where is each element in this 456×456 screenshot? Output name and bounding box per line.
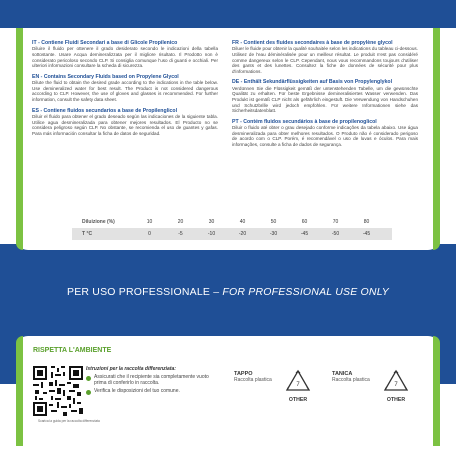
section-title: Contém fluidos secundários à base de propilenoglicol: [243, 118, 377, 125]
temperature-row: [72, 228, 392, 240]
table-cell: 0: [148, 231, 151, 237]
package-tanica: [332, 371, 370, 383]
section-pt: PT - Contém fluidos secundários à base de propilenoglicol Diluir o fluido até obter o grau desejado conforme indicações da tabela abaixo. Use água desmineralizada para obter melhores resultados. O Produto não é considerado perigoso de acordo com o CLP. Porém, é recomendável o uso de luvas e óculos. Para mais informações, consulte a ficha de dados de segurança.: [232, 118, 418, 147]
section-title: Contiene fluidos secundarios a base de Propilenglicol: [43, 107, 178, 114]
table-cell: 10: [146, 219, 153, 225]
list-item: [86, 375, 214, 387]
dilution-label: Diluizione (%): [82, 219, 115, 225]
table-cell: 50: [270, 219, 277, 225]
professional-en: FOR PROFESSIONAL USE ONLY: [222, 286, 389, 298]
top-blue-band: [0, 0, 456, 28]
green-stripe-left: [16, 28, 23, 250]
lang-code: PT: [232, 118, 239, 125]
package-material: Raccolta plastica: [332, 377, 370, 383]
recycle-label: OTHER: [386, 397, 406, 403]
language-column-left: [32, 40, 218, 141]
recycle-triangle-icon: [383, 369, 409, 393]
temperature-label: T °C: [82, 231, 93, 237]
green-stripe-right-bottom: [433, 336, 440, 446]
instruction-text: Verifica le disposizioni del tuo comune.: [94, 388, 180, 394]
recycle-code: 7: [296, 382, 300, 388]
lang-code: IT: [32, 40, 37, 46]
qr-code[interactable]: [33, 366, 83, 416]
package-tappo: [234, 371, 272, 383]
table-cell: 70: [332, 219, 339, 225]
table-cell: 80: [363, 219, 370, 225]
table-cell: 60: [301, 219, 308, 225]
section-title: Enthält Sekundärflüssigkeiten auf Basis von Propylenglykol: [243, 79, 393, 86]
green-stripe-right: [433, 28, 440, 250]
lang-code: DE: [232, 79, 240, 86]
green-stripe-left-bottom: [16, 336, 23, 446]
recycle-symbol-tappo: [283, 369, 313, 403]
recycling-instructions: [86, 366, 214, 397]
dilution-table: [72, 216, 392, 240]
section-text: Diluir el fluido para obtener el grado deseado según las indicaciones de la siguiente tabla. Utilice agua desmineralizada para obtener mejores resultados. El Producto no se considera peligroso según CLP. No obstante, se recomienda el uso de guantes y gafas. Para más información consultar la ficha de datos de seguridad.: [32, 113, 218, 136]
section-text: Verdünnen Sie die Flüssigkeit gemäß der untenstehenden Tabelle, um die gewünschte Qualität zu erhalten. Für beste Ergebnisse demineralisiertes Wasser verwenden. Das Produkt ist gemäß CLP nicht als gefährlich eingestuft. Die Verwendung von Handschuhen und Schutzbrille wird jedoch empfohlen. Für weitere Informationen siehe das Sicherheitsdatenblatt.: [232, 85, 418, 114]
section-title: Contient des fluides secondaires à base de propylène glycol: [243, 40, 393, 46]
table-cell: -20: [238, 231, 247, 237]
section-text: Dilute the fluid to obtain the desired grade according to the indications in the table below. Use demineralized water for best result. The Product is not considered dangerous according to CLP. However, the use of gloves and glasses is recommended. For further information, consult the safety data sheet.: [32, 80, 218, 102]
professional-use-text: [0, 286, 456, 298]
table-cell: -5: [178, 231, 183, 237]
environment-title: RISPETTA L'AMBIENTE: [33, 347, 112, 354]
recycle-label: OTHER: [288, 397, 308, 403]
dilution-percent-row: [72, 216, 392, 228]
check-bullet-icon: [86, 390, 91, 395]
lang-code: EN: [32, 73, 40, 80]
list-item: [86, 389, 214, 395]
lang-code: FR: [232, 40, 239, 46]
section-title: Contiene Fluidi Secondari a base di Glicole Propilenico: [41, 40, 178, 46]
table-cell: 30: [208, 219, 215, 225]
instructions-title: Istruzioni per la raccolta differenziata:: [86, 366, 176, 372]
package-material: Raccolta plastica: [234, 377, 272, 383]
recycle-triangle-icon: [285, 369, 311, 393]
instruction-text: Assicurati che il recipiente sia completamente vuoto prima di conferirlo in raccolta.: [94, 374, 209, 387]
recycle-code: 7: [394, 382, 398, 388]
recycle-symbol-tanica: [381, 369, 411, 403]
table-cell: -30: [269, 231, 278, 237]
table-cell: 20: [177, 219, 184, 225]
section-es: ES - Contiene fluidos secundarios a base de Propilenglicol Diluir el fluido para obtener el grado deseado según las indicaciones de la siguiente tabla. Utilice agua desmineralizada para obtener mejores resultados. El Producto no se considera peligroso según CLP. No obstante, se recomienda el uso de guantes y gafas. Para más información consultar la ficha de datos de seguridad.: [32, 107, 218, 136]
package-name: TAPPO: [234, 371, 253, 377]
section-text: Diluir o fluido até obter o grau desejado conforme indicações da tabela abaixo. Use água desmineralizada para obter melhores resultados. O Produto não é considerado perigoso de acordo com o CLP. Porém, é recomendável o uso de luvas e óculos. Para mais informações, consulte a ficha de dados de segurança.: [232, 125, 418, 147]
table-cell: -50: [331, 231, 340, 237]
section-it: IT - Contiene Fluidi Secondari a base di Glicole Propilenico Diluire il fluido per ottenere il grado desiderato secondo le indicazioni della tabella sottostante. Usare Acqua demineralizzata per il migliore risultato. Il Prodotto non è considerato pericoloso secondo CLP. Si consiglia comunque l'uso di guanti e occhiali. Per ulteriori informazioni consultare la scheda di sicurezza.: [32, 40, 218, 69]
qr-caption: Scarica la guida per la raccolta differenziata: [38, 419, 100, 423]
section-fr: FR - Contient des fluides secondaires à base de propylène glycol Diluer le fluide pour obtenir la qualité souhaitée selon les indications du tableau ci-dessous. Utilisez de l'eau déminéralisée pour un meilleur résultat. Le produit n'est pas considéré comme dangereux selon le CLP. Cependant, nous vous recommandons toujours d'utiliser des gants et des lunettes. Consultez la fiche de données de sécurité pour plus d'informations.: [232, 40, 418, 74]
table-cell: -45: [300, 231, 309, 237]
professional-separator: –: [210, 286, 223, 298]
package-name: TANICA: [332, 371, 353, 377]
table-cell: 40: [239, 219, 246, 225]
section-text: Diluire il fluido per ottenere il grado desiderato secondo le indicazioni della tabella sottostante. Usare Acqua demineralizzata per il migliore risultato. Il Prodotto non è considerato pericoloso secondo CLP. Si consiglia comunque l'uso di guanti e occhiali. Per ulteriori informazioni consultare la scheda di sicurezza.: [32, 46, 218, 69]
section-text: Diluer le fluide pour obtenir la qualité souhaitée selon les indications du tableau ci-dessous. Utilisez de l'eau déminéralisée pour un meilleur résultat. Le produit n'est pas considéré comme dangereux selon le CLP. Cependant, nous vous recommandons toujours d'utiliser des gants et des lunettes. Consultez la fiche de données de sécurité pour plus d'informations.: [232, 46, 418, 74]
professional-it: PER USO PROFESSIONALE: [67, 286, 211, 298]
check-bullet-icon: [86, 376, 91, 381]
table-cell: -10: [207, 231, 216, 237]
lang-code: ES: [32, 107, 39, 114]
section-title: Contains Secondary Fluids based on Propylene Glycol: [43, 73, 179, 80]
section-en: EN - Contains Secondary Fluids based on Propylene Glycol Dilute the fluid to obtain the desired grade according to the indications in the table below. Use demineralized water for best result. The Product is not considered dangerous according to CLP. However, the use of gloves and glasses is recommended. For further information, consult the safety data sheet.: [32, 73, 218, 102]
table-cell: -45: [362, 231, 371, 237]
language-column-right: [232, 40, 418, 153]
section-de: DE - Enthält Sekundärflüssigkeiten auf Basis von Propylenglykol Verdünnen Sie die Flüssigkeit gemäß der untenstehenden Tabelle, um die gewünschte Qualität zu erhalten. Für beste Ergebnisse demineralisiertes Wasser verwenden. Das Produkt ist gemäß CLP nicht als gefährlich eingestuft. Die Verwendung von Handschuhen und Schutzbrille wird jedoch empfohlen. Für weitere Informationen siehe das Sicherheitsdatenblatt.: [232, 79, 418, 114]
